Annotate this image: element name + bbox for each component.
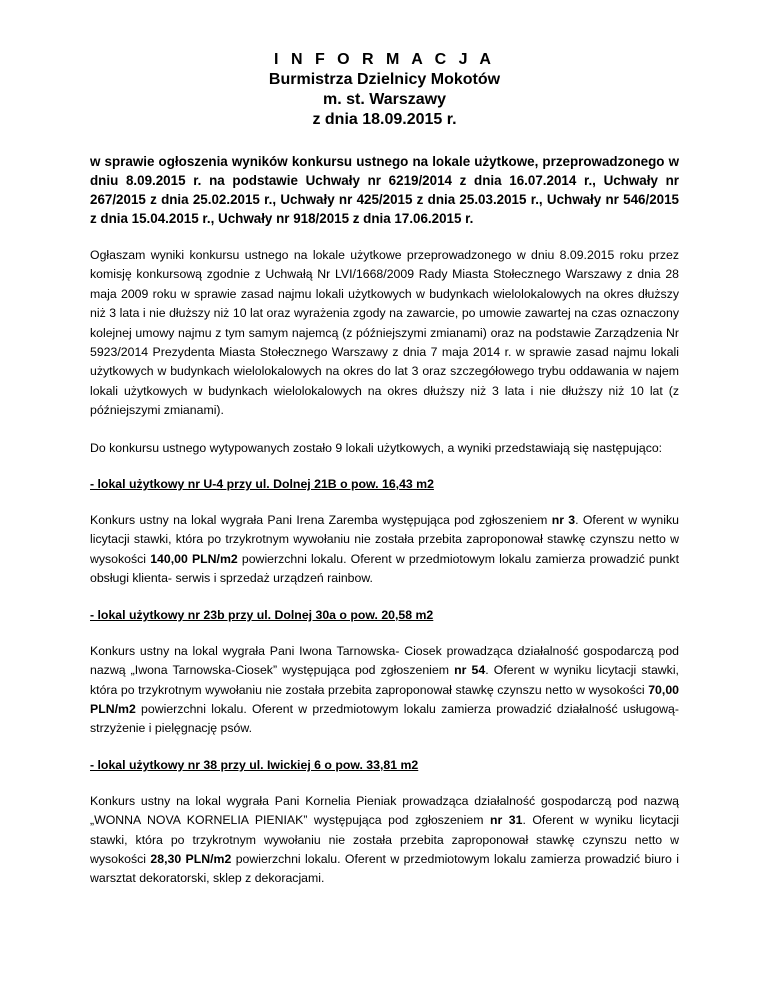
application-number: nr 31: [489, 813, 523, 828]
intro-paragraph: Ogłaszam wyniki konkursu ustnego na lokale użytkowe przeprowadzonego w dniu 8.09.2015 roku przez komisję konkursową zgodnie z Uchwałą Nr LVI/1668/2009 Rady Miasta Stołecznego Warszawy z dnia 28 maja 2009 roku w sprawie zasad najmu lokali użytkowych w budynkach wielolokalowych na okres dłuższy niż 3 lata i nie dłuższy niż 10 lat oraz wyrażenia zgody na zawarcie, po umowie zawartej na czas oznaczony kolejnej umowy najmu z tym samym najemcą (z późniejszymi zmianami) oraz na podstawie Zarządzenia Nr 5923/2014 Prezydenta Miasta Stołecznego Warszawy z dnia 7 maja 2014 r. w sprawie zasad najmu lokali użytkowych w budynkach wielolokalowych na okres do lat 3 oraz szczegółowego trybu oddawania w najem lokali użytkowych w budynkach wielolokalowych na okres dłuższy niż 3 lata i nie dłuższy niż 10 lat (z późniejszymi zmianami).: [90, 248, 679, 418]
lot-text: . Oferent w wyniku licytacji stawki, która po trzykrotnym wywołaniu nie została przebita zaproponował stawkę czynszu netto w wysokości: [90, 513, 679, 566]
rent-rate: 140,00 PLN/m2: [150, 551, 238, 566]
document-title: I N F O R M A C J A: [274, 51, 495, 68]
lot-text: . Oferent w wyniku licytacji stawki, która po trzykrotnym wywołaniu nie została przebita zaproponował stawkę czynszu netto w wysokości: [90, 663, 679, 697]
lot-text: powierzchni lokalu. Oferent w przedmiotowym lokalu zamierza prowadzić działalność usługową- strzyżenie i pielęgnację psów.: [90, 701, 679, 736]
issuer-line: Burmistrza Dzielnicy Mokotów: [268, 71, 501, 88]
lot-text: Konkurs ustny na lokal wygrała Pani Kornelia Pieniak prowadząca działalność gospodarczą pod nazwą „WONNA NOVA KORNELIA PIENIAK” występująca pod zgłoszeniem: [90, 793, 679, 828]
lot-heading: - lokal użytkowy nr 38 przy ul. Iwickiej 6 o pow. 33,81 m2: [90, 757, 419, 772]
subject-paragraph: w sprawie ogłoszenia wyników konkursu ustnego na lokale użytkowe, przeprowadzonego w dniu 8.09.2015 r. na podstawie Uchwały nr 6219/2014 z dnia 16.07.2014 r., Uchwały nr 267/2015 z dnia 25.02.2015 r., Uchwały nr 425/2015 z dnia 25.03.2015 r., Uchwały nr 546/2015 z dnia 15.04.2015 r., Uchwały nr 918/2015 z dnia 17.06.2015 r.: [90, 154, 679, 226]
date-line: z dnia 18.09.2015 r.: [312, 111, 457, 128]
lot-text: powierzchni lokalu. Oferent w przedmiotowym lokalu zamierza prowadzić biuro i warsztat dekoratorski, sklep z dekoracjami.: [90, 851, 679, 886]
lot-heading: - lokal użytkowy nr U-4 przy ul. Dolnej 21B o pow. 16,43 m2: [90, 477, 434, 492]
lot-description: [90, 642, 679, 739]
lot-text: Konkurs ustny na lokal wygrała Pani Irena Zaremba występująca pod zgłoszeniem: [90, 513, 552, 528]
document-header: [90, 50, 679, 130]
lot-text: powierzchni lokalu. Oferent w przedmiotowym lokalu zamierza prowadzić punkt obsługi klienta- serwis i sprzedaż urządzeń rainbow.: [90, 551, 679, 586]
city-line: m. st. Warszawy: [322, 91, 446, 108]
lot-description: [90, 792, 679, 889]
application-number: nr 3: [551, 513, 576, 528]
lot-heading: - lokal użytkowy nr 23b przy ul. Dolnej 30a o pow. 20,58 m2: [90, 607, 434, 622]
application-number: nr 54: [454, 663, 486, 678]
lot-text: Konkurs ustny na lokal wygrała Pani Iwona Tarnowska- Ciosek prowadząca działalność gospodarczą pod nazwą „Iwona Tarnowska-Ciosek” występująca pod zgłoszeniem: [90, 643, 679, 678]
lot-description: [90, 511, 679, 589]
rent-rate: 70,00 PLN/m2: [90, 682, 679, 716]
lot-text: . Oferent w wyniku licytacji stawki, która po trzykrotnym wywołaniu nie została przebita zaproponował stawkę czynszu netto w wysokości: [90, 813, 679, 866]
summary-paragraph: Do konkursu ustnego wytypowanych zostało 9 lokali użytkowych, a wyniki przedstawiają się następująco:: [90, 440, 663, 455]
rent-rate: 28,30 PLN/m2: [150, 851, 232, 866]
